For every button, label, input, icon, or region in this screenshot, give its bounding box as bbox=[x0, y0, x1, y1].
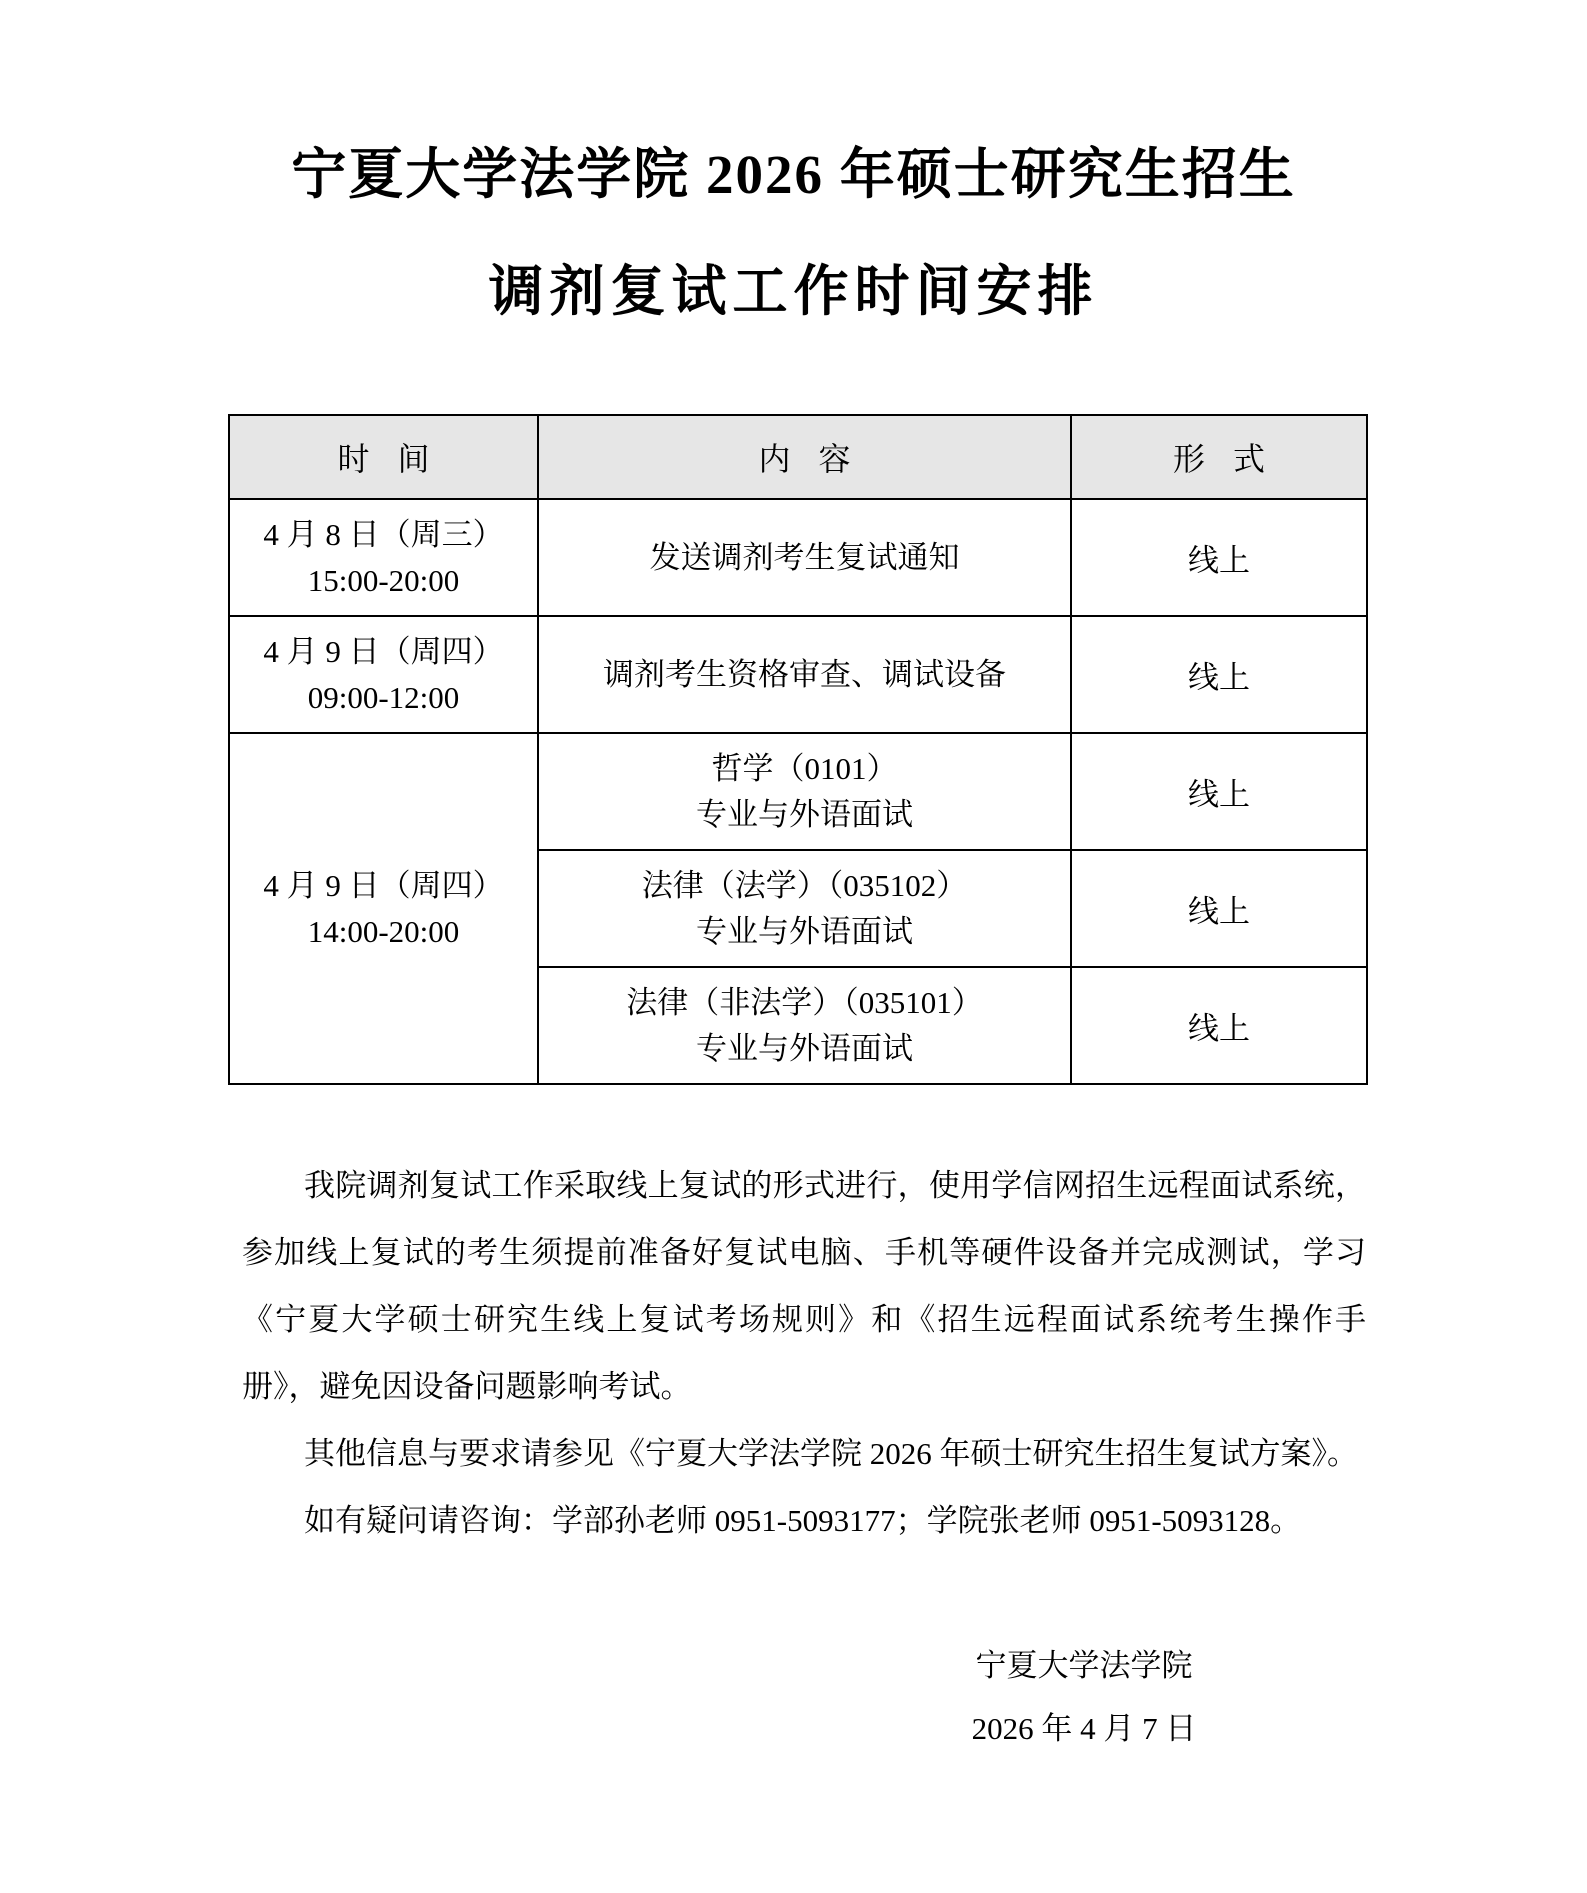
paragraph-contact: 如有疑问请咨询：学部孙老师 0951-5093177；学院张老师 0951-5093128。 bbox=[304, 1503, 1302, 1538]
content-cell bbox=[538, 850, 1071, 967]
column-header-content: 内 容 bbox=[538, 415, 1071, 499]
date-text: 4 月 9 日（周四） bbox=[263, 867, 504, 903]
format-cell: 线上 bbox=[1071, 499, 1367, 616]
time-text: 09:00-12:00 bbox=[307, 679, 460, 715]
content-cell bbox=[538, 616, 1071, 733]
time-text: 14:00-20:00 bbox=[307, 913, 460, 949]
content-text-line1: 哲学（0101） bbox=[711, 750, 898, 786]
date-text: 4 月 9 日（周四） bbox=[263, 633, 504, 669]
content-text-line2: 专业与外语面试 bbox=[696, 796, 913, 832]
time-cell bbox=[229, 616, 538, 733]
table-row bbox=[229, 733, 1367, 850]
format-cell: 线上 bbox=[1071, 616, 1367, 733]
paragraph-online-format: 我院调剂复试工作采取线上复试的形式进行，使用学信网招生远程面试系统，参加线上复试的考生须提前准备好复试电脑、手机等硬件设备并完成测试，学习《宁夏大学硕士研究生线上复试考场规则》和《招生远程面试系统考生操作手册》，避免因设备问题影响考试。 bbox=[242, 1168, 1366, 1404]
content-text-line2: 专业与外语面试 bbox=[696, 913, 913, 949]
time-cell bbox=[229, 499, 538, 616]
table-row bbox=[229, 616, 1367, 733]
signature-date: 2026 年 4 月 7 日 bbox=[971, 1711, 1197, 1746]
content-cell bbox=[538, 967, 1071, 1084]
format-cell: 线上 bbox=[1071, 733, 1367, 850]
table-row bbox=[229, 499, 1367, 616]
schedule-table bbox=[228, 414, 1368, 1085]
signature-org: 宁夏大学法学院 bbox=[975, 1648, 1193, 1683]
signature-block bbox=[934, 1634, 1234, 1760]
body-text-block bbox=[242, 1152, 1366, 1554]
content-cell bbox=[538, 499, 1071, 616]
column-header-time: 时 间 bbox=[229, 415, 538, 499]
format-cell: 线上 bbox=[1071, 850, 1367, 967]
paragraph-other-info: 其他信息与要求请参见《宁夏大学法学院 2026 年硕士研究生招生复试方案》。 bbox=[304, 1436, 1358, 1471]
content-text-line2: 专业与外语面试 bbox=[696, 1030, 913, 1066]
time-text: 15:00-20:00 bbox=[307, 562, 460, 598]
date-text: 4 月 8 日（周三） bbox=[263, 516, 504, 552]
content-cell bbox=[538, 733, 1071, 850]
table-header-row bbox=[229, 415, 1367, 499]
content-text-line1: 法律（非法学）（035101） bbox=[626, 984, 983, 1020]
content-text-line1: 法律（法学）（035102） bbox=[641, 867, 968, 903]
merged-time-cell bbox=[229, 733, 538, 1084]
document-title-line2: 调剂复试工作时间安排 bbox=[488, 261, 1099, 322]
content-text: 发送调剂考生复试通知 bbox=[649, 539, 960, 575]
format-cell: 线上 bbox=[1071, 967, 1367, 1084]
content-text: 调剂考生资格审查、调试设备 bbox=[603, 656, 1006, 692]
document-title-line1: 宁夏大学法学院 2026 年硕士研究生招生 bbox=[291, 144, 1296, 205]
column-header-format: 形 式 bbox=[1071, 415, 1367, 499]
